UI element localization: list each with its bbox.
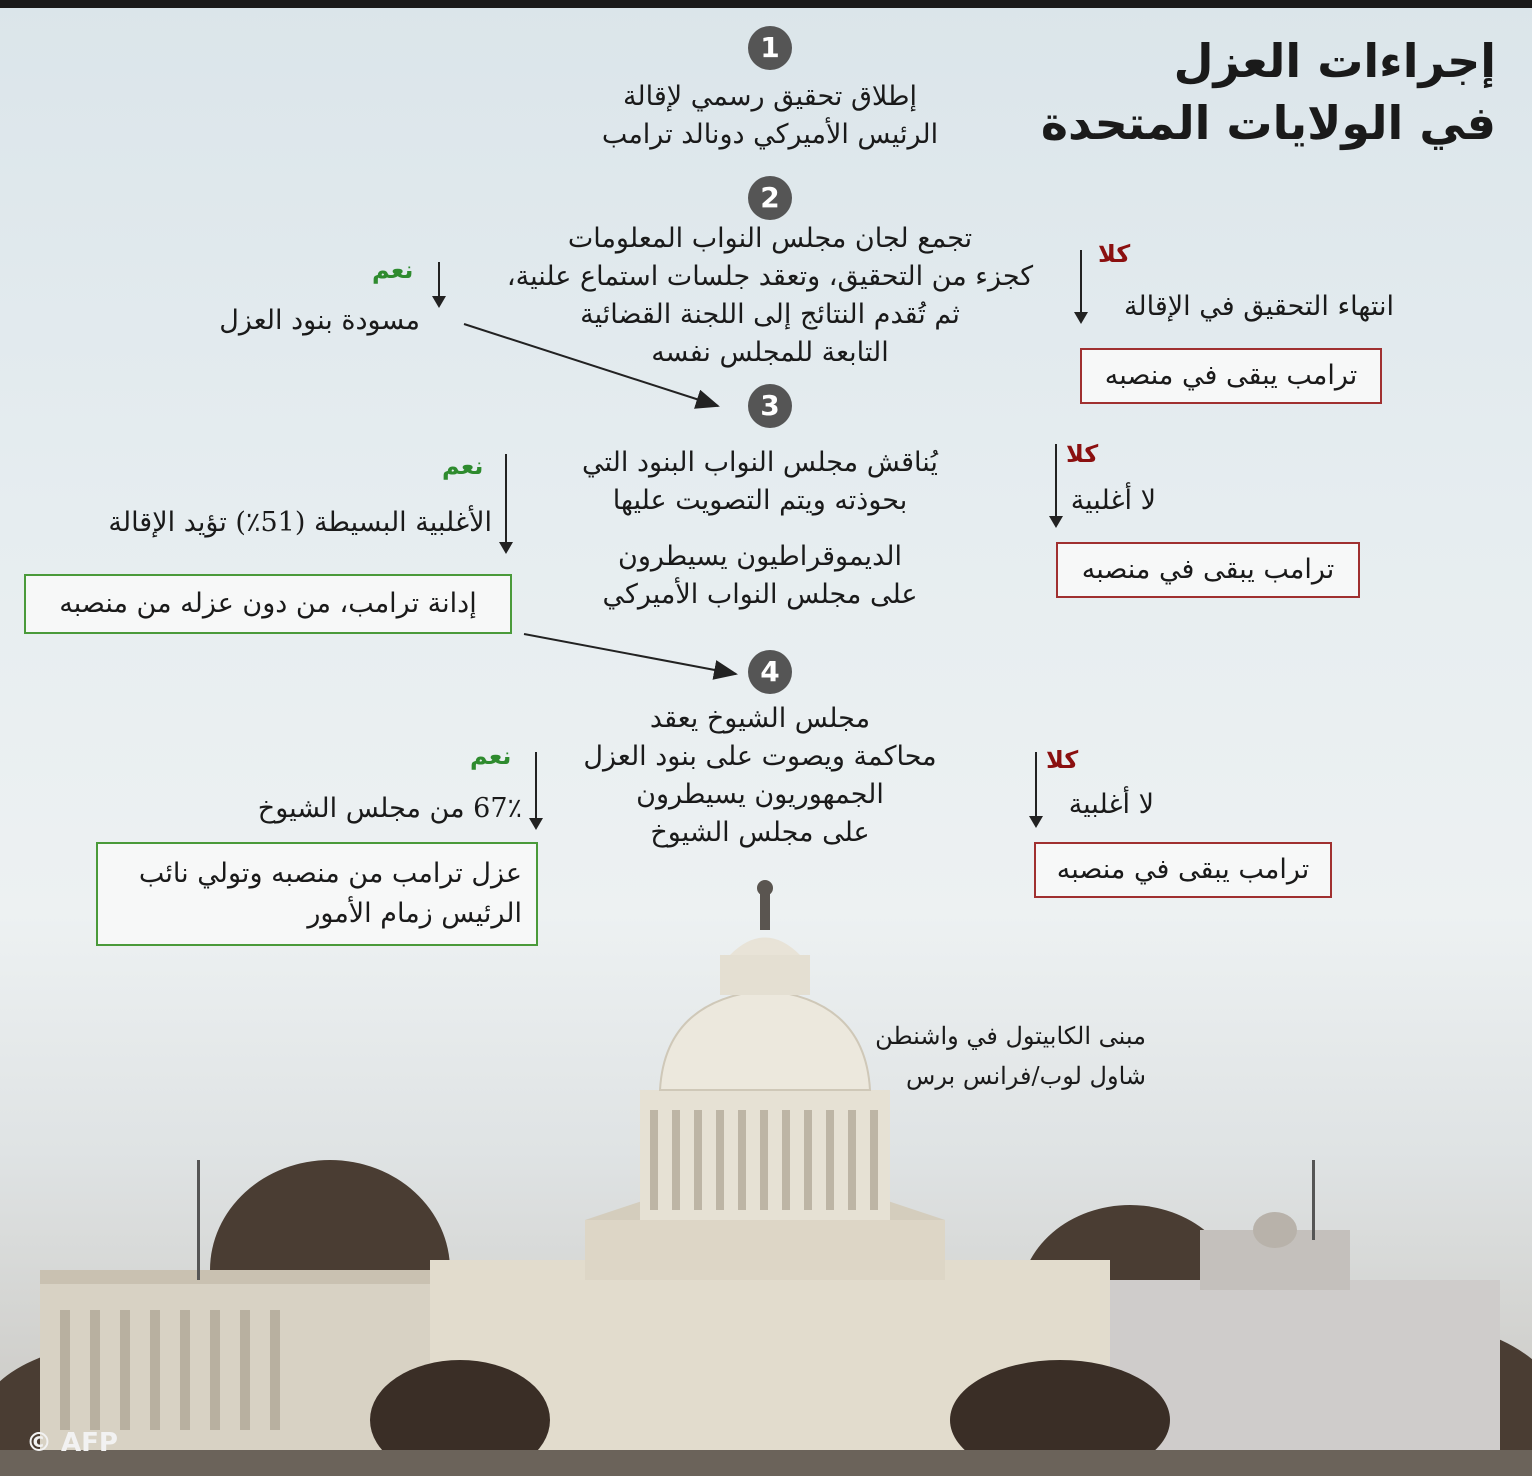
step-4-number: 4 — [748, 650, 792, 694]
s3-yes-text: الأغلبية البسيطة (51٪) تؤيد الإقالة — [108, 507, 492, 538]
photo-caption-line-2: شاول لوب/فرانس برس — [906, 1062, 1146, 1090]
s4-yes-box-line-2: الرئيس زمام الأمور — [307, 898, 522, 929]
step-4-line-1: مجلس الشيوخ يعقد — [649, 703, 871, 734]
s4-no-text: لا أغلبية — [1068, 789, 1154, 820]
s3-no-text: لا أغلبية — [1070, 485, 1156, 516]
step-2-line-3: ثم تُقدم النتائج إلى اللجنة القضائية — [580, 299, 960, 330]
s4-yes-text: 67٪ من مجلس الشيوخ — [257, 793, 522, 824]
step-2-line-4: التابعة للمجلس نفسه — [651, 337, 889, 368]
step-4-line-4: على مجلس الشيوخ — [650, 817, 870, 848]
s2-no-outcome-box: ترامب يبقى في منصبه — [1080, 348, 1382, 404]
s3-yes-label: نعم — [442, 452, 484, 480]
s3-yes-outcome-box: إدانة ترامب، من دون عزله من منصبه — [24, 574, 512, 634]
s4-yes-box-line-1: عزل ترامب من منصبه وتولي نائب — [138, 858, 522, 889]
title-line-2: في الولايات المتحدة — [1040, 96, 1496, 150]
title-line-1: إجراءات العزل — [1173, 34, 1496, 88]
arrow-conviction-to-step-4 — [524, 634, 736, 674]
step-2-line-2: كجزء من التحقيق، وتعقد جلسات استماع علنية، — [506, 261, 1034, 292]
step-3-extra-2: على مجلس النواب الأميركي — [602, 579, 918, 610]
capitol-building-image — [0, 860, 1532, 1476]
step-1-line-1: إطلاق تحقيق رسمي لإقالة — [622, 81, 918, 112]
photo-caption — [820, 1016, 1146, 1096]
step-1-line-2: الرئيس الأميركي دونالد ترامب — [601, 119, 939, 150]
s2-yes-label: نعم — [372, 256, 414, 284]
photo-caption-line-1: مبنى الكابيتول في واشنطن — [875, 1022, 1146, 1050]
step-4-line-3: الجمهوريون يسيطرون — [636, 779, 884, 810]
s2-yes-text: مسودة بنود العزل — [219, 305, 420, 336]
s4-no-outcome-box: ترامب يبقى في منصبه — [1034, 842, 1332, 898]
step-3-line-2: بحوذته ويتم التصويت عليها — [612, 485, 908, 516]
s3-no-label: كلا — [1066, 440, 1099, 468]
arrow-draft-to-step-3 — [464, 324, 718, 406]
s2-no-label: كلا — [1098, 240, 1131, 268]
step-3-extra-1: الديموقراطيون يسيطرون — [618, 541, 902, 572]
s4-yes-label: نعم — [470, 742, 512, 770]
step-4-line-2: محاكمة ويصوت على بنود العزل — [583, 741, 937, 772]
step-1-number: 1 — [748, 26, 792, 70]
step-2-line-1: تجمع لجان مجلس النواب المعلومات — [567, 223, 973, 254]
afp-logo: © AFP — [26, 1428, 118, 1458]
step-3-number: 3 — [748, 384, 792, 428]
s2-no-text: انتهاء التحقيق في الإقالة — [1123, 291, 1394, 322]
s3-no-outcome-box: ترامب يبقى في منصبه — [1056, 542, 1360, 598]
s4-no-label: كلا — [1046, 746, 1079, 774]
step-2-number: 2 — [748, 176, 792, 220]
step-3-line-1: يُناقش مجلس النواب البنود التي — [582, 447, 938, 478]
